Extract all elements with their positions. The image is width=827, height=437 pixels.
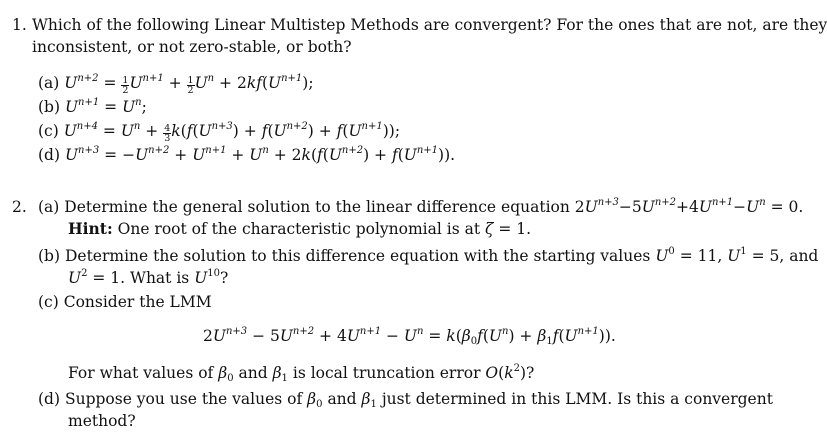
fraction: $\frac{1}{2}$	[187, 75, 194, 96]
q2c-question: For what values of $\beta_0$ and $\beta_1$ is local truncation error $O(k^2)$?	[68, 363, 535, 384]
q1-text-line2: inconsistent, or not zero-stable, or both?	[32, 38, 352, 56]
q2c-text: Consider the LMM	[63, 293, 212, 311]
part-label: (b)	[38, 247, 61, 265]
q2-part-a: (a) Determine the general solution to the linear difference equation $2U^{n+3}-5U^{n+2}+4U^{n+1}-U^n = 0$.	[38, 197, 804, 216]
q2-part-c	[38, 292, 212, 312]
fraction: $\frac{4}{3}$	[164, 123, 171, 144]
part-label: (a)	[38, 74, 60, 92]
part-label: (b)	[38, 98, 61, 116]
part-label: (c)	[38, 122, 59, 140]
q2-part-d: (d) Suppose you use the values of $\beta_0$ and $\beta_1$ just determined in this LMM. Is this a convergent	[38, 390, 773, 410]
hint-label: Hint:	[68, 219, 113, 238]
q2b-question: What is	[130, 269, 190, 287]
q2d-text-tail: just determined in this LMM. Is this a convergent	[381, 390, 773, 408]
q1-number: 1.	[12, 16, 27, 34]
q2d-text-line2: method?	[68, 412, 136, 430]
q2d-text-mid: and	[327, 390, 357, 408]
fraction: $\frac{1}{2}$	[122, 75, 129, 96]
q1-text-line1: Which of the following Linear Multistep Methods are convergent? For the ones that are not, are they	[32, 16, 827, 34]
q1-part-b: (b) $U^{n+1} = U^n$;	[38, 97, 147, 116]
q1-part-a: (a) $U^{n+2}$ = $\frac{1}{2}$ $U^{n+1}$ + $\frac{1}{2}$ $U^n + 2kf(U^{n+1})$;	[38, 73, 314, 96]
part-label: (a)	[38, 198, 60, 216]
q1-part-c: (c) $U^{n+4} = U^n$ + $\frac{4}{3}$ $k(f(U^{n+3}) + f(U^{n+2}) + f(U^{n+1}))$;	[38, 121, 401, 144]
q2b-text-line1: Determine the solution to this difference equation with the starting values	[64, 247, 651, 265]
part-label: (d)	[38, 146, 61, 164]
q2a-hint: Hint: One root of the characteristic polynomial is at ζ = 1.	[68, 219, 532, 238]
q1-part-d: (d) $U^{n+3} = -U^{n+2} + U^{n+1} + U^n + 2k(f(U^{n+2}) + f(U^{n+1}))$.	[38, 145, 456, 164]
q2c-question-prefix: For what values of	[68, 364, 214, 382]
q2-part-b: (b) Determine the solution to this difference equation with the starting values $U^0 = 11$, $U^1 = 5$, and	[38, 246, 819, 265]
q2a-text: Determine the general solution to the linear difference equation	[64, 198, 570, 216]
part-label: (d)	[38, 390, 61, 408]
hint-text: One root of the characteristic polynomial is at	[117, 220, 481, 238]
q2d-text-start: Suppose you use the values of	[64, 390, 303, 408]
part-label: (c)	[38, 293, 59, 311]
q2c-question-mid: is local truncation error	[292, 364, 481, 382]
q2b-line2: $U^2 = 1$. What is $U^{10}$?	[68, 268, 229, 287]
q2c-lmm-equation: $2U^{n+3} - 5U^{n+2} + 4U^{n+1} - U^n = k(\beta_0f(U^n) + \beta_1f(U^{n+1}))$.	[203, 326, 616, 347]
q2-number: 2.	[12, 198, 27, 216]
